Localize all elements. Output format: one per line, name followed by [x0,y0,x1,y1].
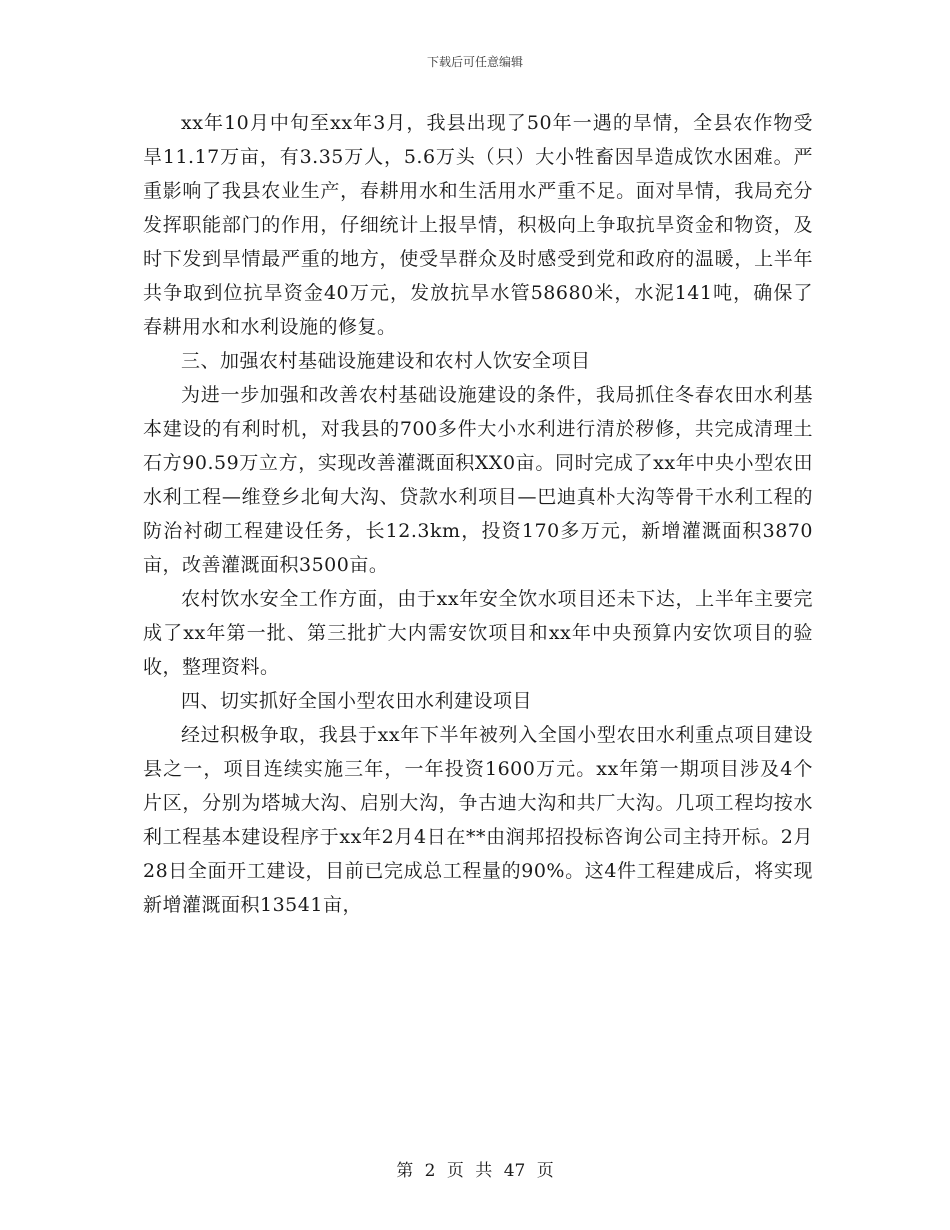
paragraph-drought-relief: xx年10月中旬至xx年3月，我县出现了50年一遇的旱情，全县农作物受旱11.17万亩，有3.35万人，5.6万头（只）大小牲畜因旱造成饮水困难。严重影响了我县农业生产，春耕用水和生活用水严重不足。面对旱情，我局充分发挥职能部门的作用，仔细统计上报旱情，积极向上争取抗旱资金和物资，及时下发到旱情最严重的地方，使受旱群众及时感受到党和政府的温暖，上半年共争取到位抗旱资金40万元，发放抗旱水管58680米，水泥141吨，确保了春耕用水和水利设施的修复。 [143,112,813,338]
section-heading-irrigation: 四、切实抓好全国小型农田水利建设项目 [181,690,533,712]
paragraph-irrigation-project: 经过积极争取，我县于xx年下半年被列入全国小型农田水利重点项目建设县之一，项目连续实施三年，一年投资1600万元。xx年第一期项目涉及4个片区，分别为塔城大沟、启别大沟，争古迪大沟和共厂大沟。几项工程均按水利工程基本建设程序于xx年2月4日在**由润邦招投标咨询公司主持开标。2月28日全面开工建设，目前已完成总工程量的90%。这4件工程建成后，将实现新增灌溉面积13541亩， [143,724,813,916]
paragraph-infrastructure: 为进一步加强和改善农村基础设施建设的条件，我局抓住冬春农田水利基本建设的有利时机，对我县的700多件大小水利进行清於秽修，共完成清理土石方90.59万立方，实现改善灌溉面积XX0亩。同时完成了xx年中央小型农田水利工程—维登乡北甸大沟、贷款水利项目—巴迪真朴大沟等骨干水利工程的防治衬砌工程建设任务，长12.3km，投资170多万元，新增灌溉面积3870亩，改善灌溉面积3500亩。 [143,384,813,576]
page-header: 下载后可任意编辑 [426,55,523,69]
page-footer: 第 2 页 共 47 页 [396,1161,554,1181]
section-heading-infrastructure: 三、加强农村基础设施建设和农村人饮安全项目 [181,350,591,372]
document-body [143,106,813,922]
paragraph-drinking-water: 农村饮水安全工作方面，由于xx年安全饮水项目还未下达，上半年主要完成了xx年第一批、第三批扩大内需安饮项目和xx年中央预算内安饮项目的验收，整理资料。 [143,588,813,678]
